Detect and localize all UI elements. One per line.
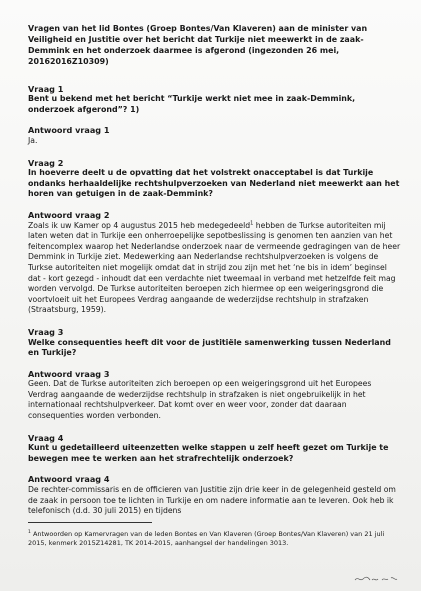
question-text: Kunt u gedetailleerd uiteenzetten welke stappen u zelf heeft gezet om Turkije te bewegen mee te werken aan het strafrechtelijk onderzoek?: [28, 443, 389, 463]
footnote-reference: 1: [250, 220, 254, 226]
answer-text: Ja.: [28, 136, 38, 145]
answer-text: De rechter-commissaris en de officieren van Justitie zijn drie keer in de gelegenheid gesteld om de zaak in persoon toe te lichten in Turkije en om nadere informatie aan te leveren. Ook heb ik telefonisch (d.d. 30 juli 2015) en tijdens: [28, 485, 396, 516]
question-label: Vraag 3: [28, 326, 64, 337]
answer-text-part: hebben de Turkse autoriteiten mij laten weten dat in Turkije een onherroepelijke sepotbeslissing is genomen ten aanzien van het feitencomplex waarop het Nederlandse onderzoek naar de vermeende gedragingen van de heer Demmink in Turkije ziet. Medewerking aan Nederlandse rechtshulpverzoeken is volgens de Turkse autoriteiten niet mogelijk omdat dat in strijd zou zijn met het ‘ne bis in idem’ beginsel dat - kort gezegd - inhoudt dat een verdachte niet tweemaal in verband met hetzelfde feit mag worden vervolgd. De Turkse autoriteiten beroepen zich hiermee op een weigeringsgrond die voortvloeit uit het Europees Verdrag aangaande de wederzijdse rechtshulp in strafzaken (Straatsburg, 1959).: [28, 220, 401, 315]
answer-label: Antwoord vraag 1: [28, 125, 110, 136]
qa-block-3: [28, 327, 401, 422]
footnote: [28, 530, 388, 548]
footnote-marker: 1: [28, 529, 31, 535]
footnote-text: Antwoorden op Kamervragen van de leden Bontes en Van Klaveren (Groep Bontes/Van Klaveren) van 21 juli 2015, kenmerk 2015Z14281, TK 2014-2015, aanhangsel der handelingen 3013.: [28, 530, 385, 548]
question-text: Welke consequenties heeft dit voor de justitiële samenwerking tussen Nederland en Turkije?: [28, 337, 391, 358]
answer-text-part: Zoals ik uw Kamer op 4 augustus 2015 heb medegedeeld: [28, 220, 251, 230]
question-label: Vraag 4: [28, 432, 64, 443]
qa-block-1: [28, 84, 401, 147]
answer-label: Antwoord vraag 3: [28, 368, 110, 379]
question-text: In hoeverre deelt u de opvatting dat het volstrekt onacceptabel is dat Turkije ondanks herhaaldelijke rechtshulpverzoeken van Nederland niet meewerkt aan het horen van getuigen in de zaak-Demmink?: [28, 168, 400, 199]
document-title: Vragen van het lid Bontes (Groep Bontes/Van Klaveren) aan de minister van Veiligheid en Justitie over het bericht dat Turkije niet meewerkt in de zaak-Demmink en het onderzoek daarmee is afgerond (ingezonden 26 mei, 20162016Z10309): [28, 24, 368, 66]
question-label: Vraag 1: [28, 83, 64, 94]
footnote-divider: [28, 522, 152, 523]
handwritten-page-mark: [353, 574, 401, 584]
answer-text: [28, 221, 401, 316]
answer-label: Antwoord vraag 2: [28, 209, 110, 220]
qa-block-4: [28, 433, 401, 517]
question-text: Bent u bekend met het bericht “Turkije werkt niet mee in zaak-Demmink, onderzoek afgerond”? 1): [28, 94, 356, 114]
qa-block-2: [28, 158, 401, 316]
answer-label: Antwoord vraag 4: [28, 474, 110, 485]
answer-text: Geen. Dat de Turkse autoriteiten zich beroepen op een weigeringsgrond uit het Europees Verdrag aangaande de wederzijdse rechtshulp in strafzaken is niet ongebruikelijk in het internationaal rechtshulpverkeer. Dat komt over en weer voor, zonder dat daaraan consequenties worden verbonden.: [28, 379, 372, 421]
question-label: Vraag 2: [28, 157, 64, 168]
